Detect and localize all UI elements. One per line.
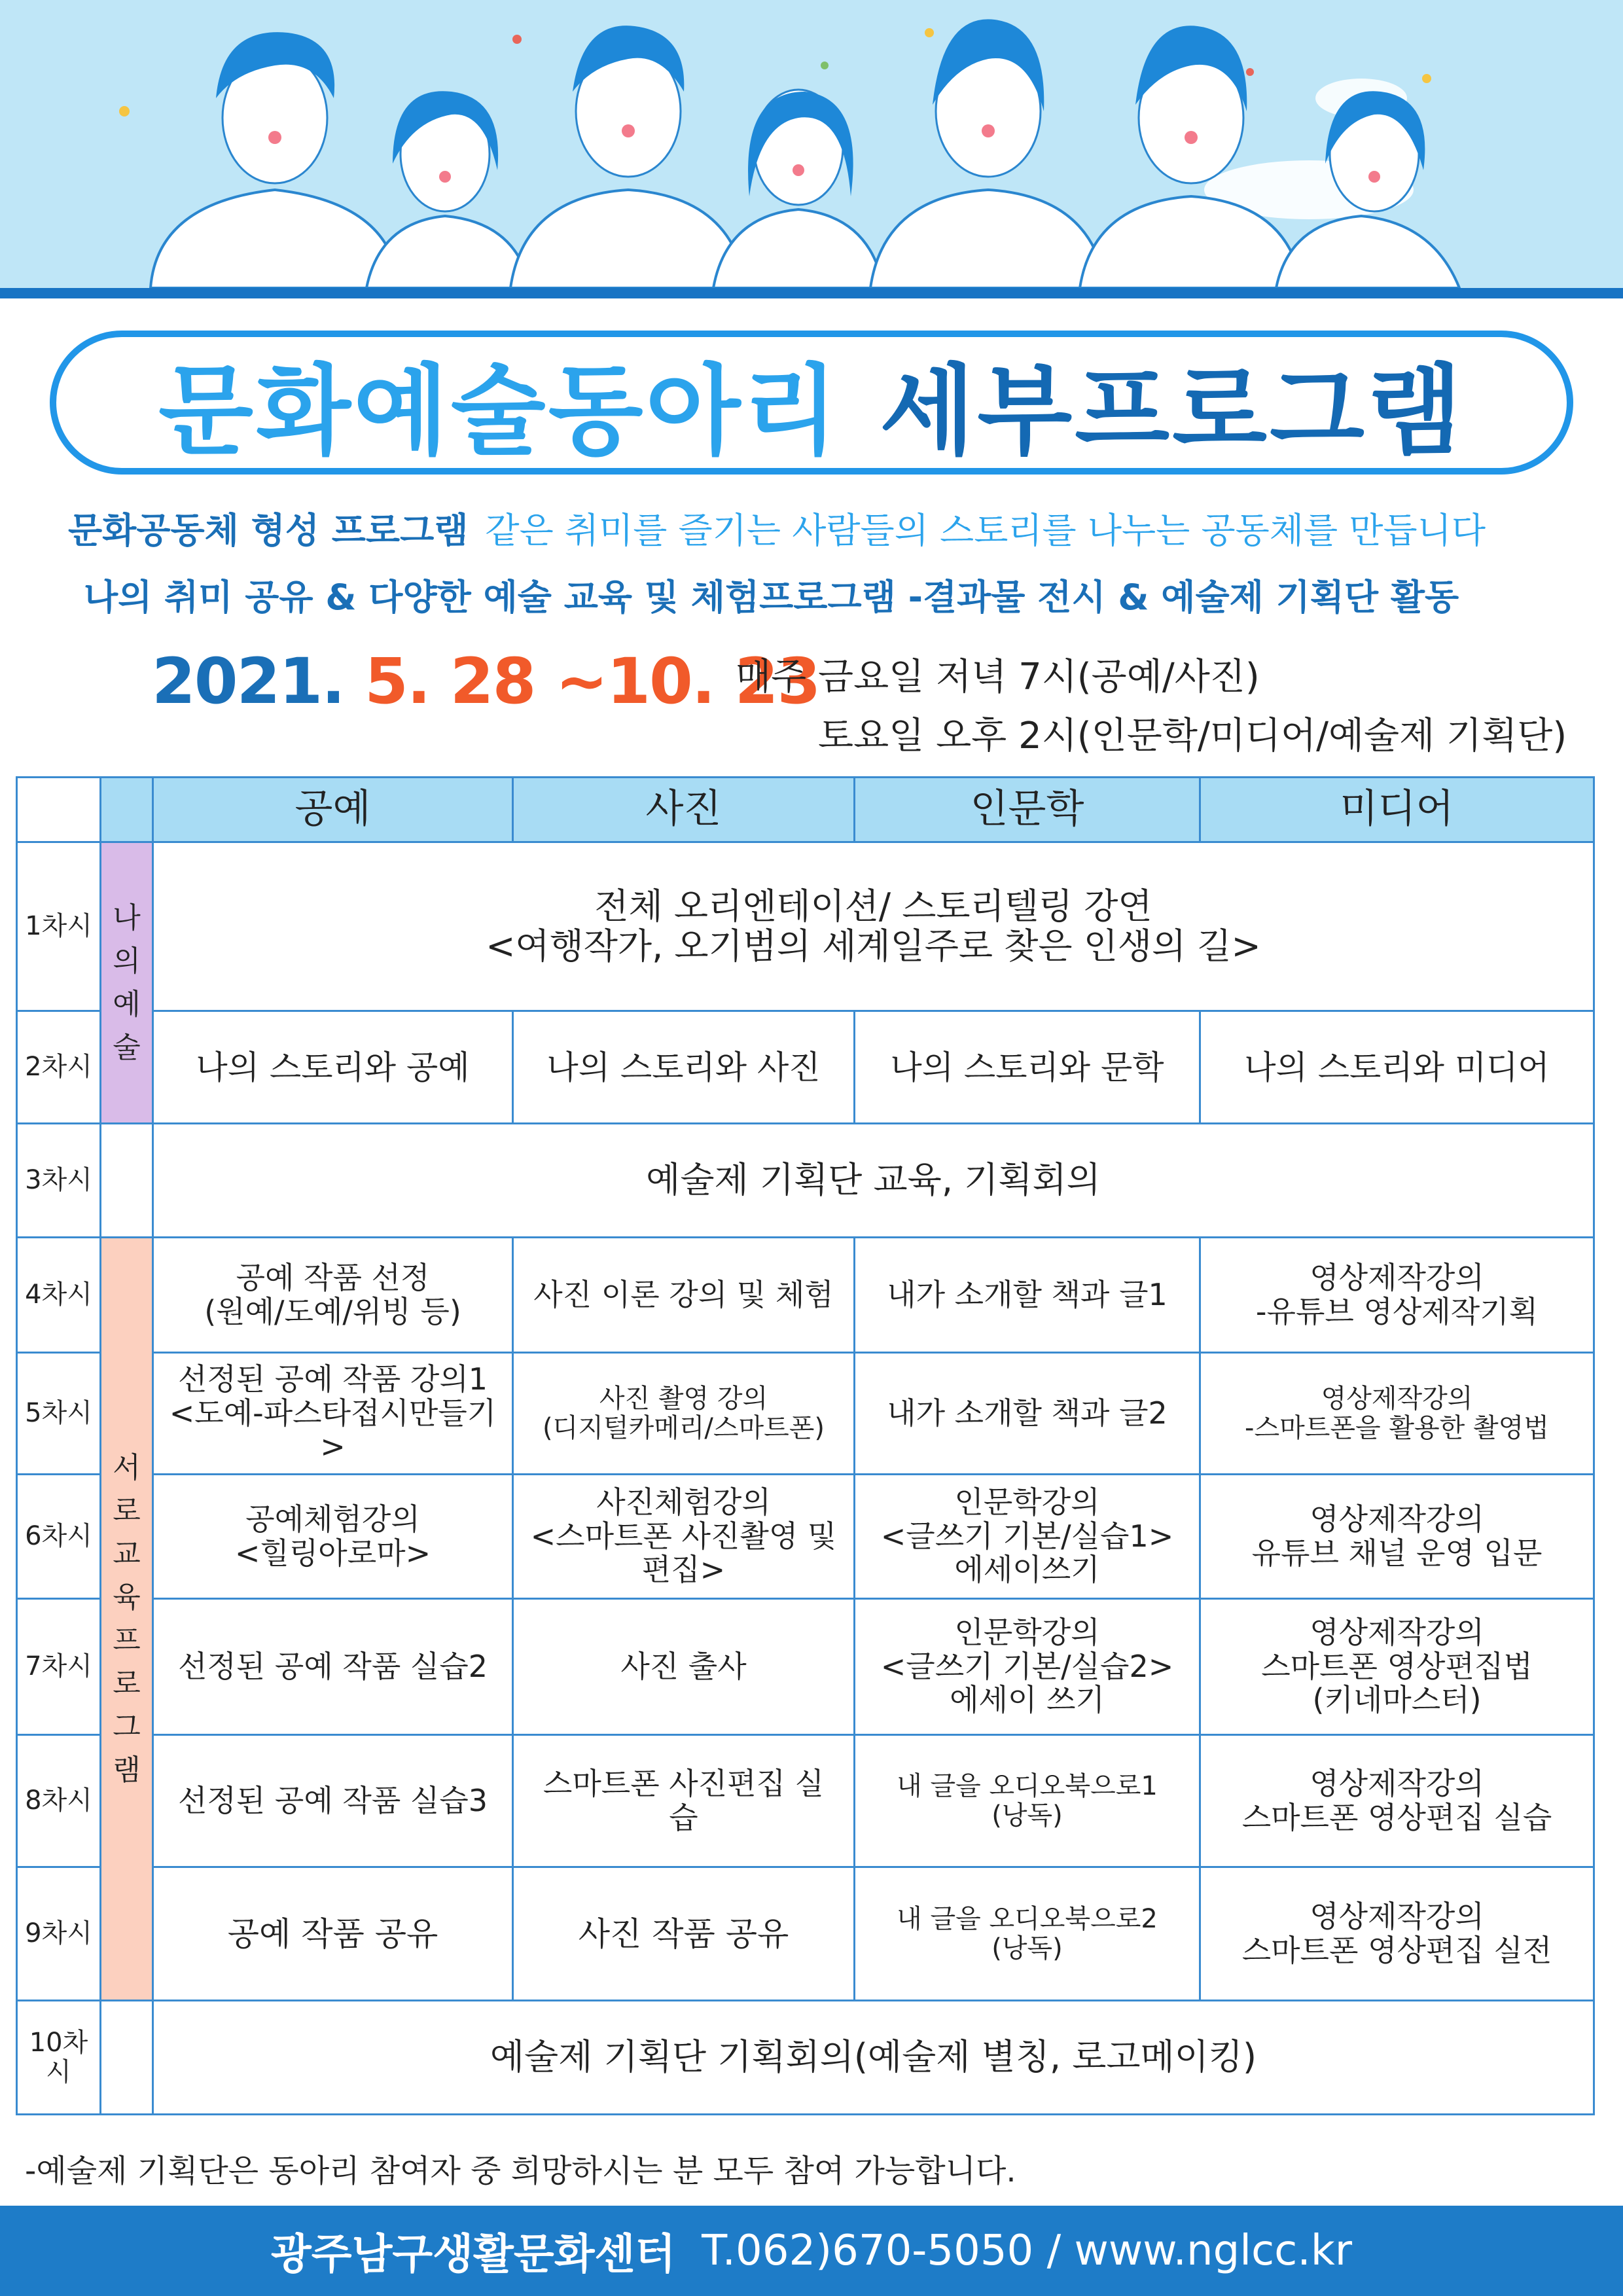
table-cell: 인문학강의 <글쓰기 기본/실습2> 에세이 쓰기 — [855, 1599, 1200, 1735]
table-row — [17, 1735, 1594, 1867]
schedule-time-friday: 매주 금요일 저녁 7시(공예/사진) — [736, 656, 1260, 698]
session-label: 5차시 — [17, 1353, 101, 1475]
table-cell: 영상제작강의 스마트폰 영상편집 실전 — [1200, 1867, 1594, 2001]
session-label: 10차 시 — [17, 2001, 101, 2115]
subtitle-program-name: 문화공동체 형성 프로그램 — [68, 510, 469, 551]
session-label: 4차시 — [17, 1238, 101, 1353]
table-cell: 선정된 공예 작품 실습3 — [153, 1735, 513, 1867]
table-row — [17, 1353, 1594, 1475]
session-span-cell: 예술제 기획단 교육, 기획회의 — [153, 1124, 1594, 1238]
table-row — [17, 1867, 1594, 2001]
table-cell: 공예체험강의 <힐링아로마> — [153, 1475, 513, 1599]
table-header-row — [17, 778, 1594, 842]
header-corner — [17, 778, 101, 842]
session-label: 6차시 — [17, 1475, 101, 1599]
category-empty — [101, 2001, 153, 2115]
table-cell: 공예 작품 선정 (원예/도예/위빙 등) — [153, 1238, 513, 1353]
table-cell: 사진 작품 공유 — [513, 1867, 855, 2001]
table-cell: 선정된 공예 작품 강의1 <도예-파스타접시만들기> — [153, 1353, 513, 1475]
date-period: 5. 28 ~10. 23 — [365, 645, 820, 718]
table-row — [17, 1238, 1594, 1353]
session-label: 1차시 — [17, 842, 101, 1011]
session-span-cell: 전체 오리엔테이션/ 스토리텔링 강연 <여행작가, 오기범의 세계일주로 찾은 인생의 길> — [153, 842, 1594, 1011]
session-label: 3차시 — [17, 1124, 101, 1238]
table-cell: 영상제작강의 -스마트폰을 활용한 촬영법 — [1200, 1353, 1594, 1475]
title-part2: 세부프로그램 — [880, 355, 1465, 469]
date-range — [152, 645, 819, 718]
category-mutual-education: 서 로 교 육 프 로 그 램 — [101, 1238, 153, 2001]
table-cell: 영상제작강의 유튜브 채널 운영 입문 — [1200, 1475, 1594, 1599]
table-cell: 인문학강의 <글쓰기 기본/실습1> 에세이쓰기 — [855, 1475, 1200, 1599]
table-cell: 사진체험강의 <스마트폰 사진촬영 및 편집> — [513, 1475, 855, 1599]
page-title — [56, 337, 1567, 468]
table-cell: 영상제작강의 스마트폰 영상편집법 (키네마스터) — [1200, 1599, 1594, 1735]
table-row — [17, 842, 1594, 1011]
session-label: 2차시 — [17, 1011, 101, 1124]
session-label: 8차시 — [17, 1735, 101, 1867]
table-cell: 영상제작강의 -유튜브 영상제작기획 — [1200, 1238, 1594, 1353]
header-category — [101, 778, 153, 842]
table-cell: 나의 스토리와 미디어 — [1200, 1011, 1594, 1124]
table-cell: 영상제작강의 스마트폰 영상편집 실습 — [1200, 1735, 1594, 1867]
column-header: 공예 — [153, 778, 513, 842]
banner-divider — [0, 288, 1623, 298]
contact-info: T.062)670-5050 / www.nglcc.kr — [702, 2227, 1353, 2275]
table-row — [17, 1124, 1594, 1238]
table-cell: 나의 스토리와 사진 — [513, 1011, 855, 1124]
footnote: -예술제 기획단은 동아리 참여자 중 희망하시는 분 모두 참여 가능합니다. — [25, 2153, 1016, 2189]
table-cell: 스마트폰 사진편집 실 습 — [513, 1735, 855, 1867]
schedule-table — [16, 776, 1595, 2115]
table-cell: 나의 스토리와 공예 — [153, 1011, 513, 1124]
category-empty — [101, 1124, 153, 1238]
column-header: 사진 — [513, 778, 855, 842]
title-part1: 문화예술동아리 — [158, 355, 841, 469]
table-cell: 내 글을 오디오북으로2 (낭독) — [855, 1867, 1200, 2001]
people-illustration — [0, 0, 1623, 288]
session-label: 9차시 — [17, 1867, 101, 2001]
subtitle-description: 같은 취미를 즐기는 사람들의 스토리를 나누는 공동체를 만듭니다 — [485, 510, 1486, 551]
subtitle-line1 — [68, 503, 1486, 553]
table-row — [17, 1599, 1594, 1735]
table-cell: 내가 소개할 책과 글1 — [855, 1238, 1200, 1353]
date-year: 2021. — [152, 645, 344, 718]
table-cell: 공예 작품 공유 — [153, 1867, 513, 2001]
table-cell: 사진 이론 강의 및 체험 — [513, 1238, 855, 1353]
subtitle-line2: 나의 취미 공유 & 다양한 예술 교육 및 체험프로그램 -결과물 전시 & 예술제 기획단 활동 — [84, 577, 1459, 618]
column-header: 인문학 — [855, 778, 1200, 842]
session-label: 7차시 — [17, 1599, 101, 1735]
table-cell: 사진 출사 — [513, 1599, 855, 1735]
title-frame — [50, 331, 1573, 475]
table-row — [17, 1475, 1594, 1599]
table-cell: 내가 소개할 책과 글2 — [855, 1353, 1200, 1475]
session-span-cell: 예술제 기획단 기획회의(예술제 별칭, 로고메이킹) — [153, 2001, 1594, 2115]
table-row — [17, 2001, 1594, 2115]
center-name: 광주남구생활문화센터 — [270, 2231, 676, 2279]
table-cell: 나의 스토리와 문학 — [855, 1011, 1200, 1124]
category-my-art: 나 의 예 술 — [101, 842, 153, 1124]
table-cell: 내 글을 오디오북으로1 (낭독) — [855, 1735, 1200, 1867]
column-header: 미디어 — [1200, 778, 1594, 842]
table-row — [17, 1011, 1594, 1124]
table-cell: 선정된 공예 작품 실습2 — [153, 1599, 513, 1735]
table-cell: 사진 촬영 강의 (디지털카메리/스마트폰) — [513, 1353, 855, 1475]
footer-bar — [0, 2206, 1623, 2296]
schedule-time-saturday: 토요일 오후 2시(인문학/미디어/예술제 기획단) — [818, 715, 1567, 757]
header-banner-illustration — [0, 0, 1623, 288]
